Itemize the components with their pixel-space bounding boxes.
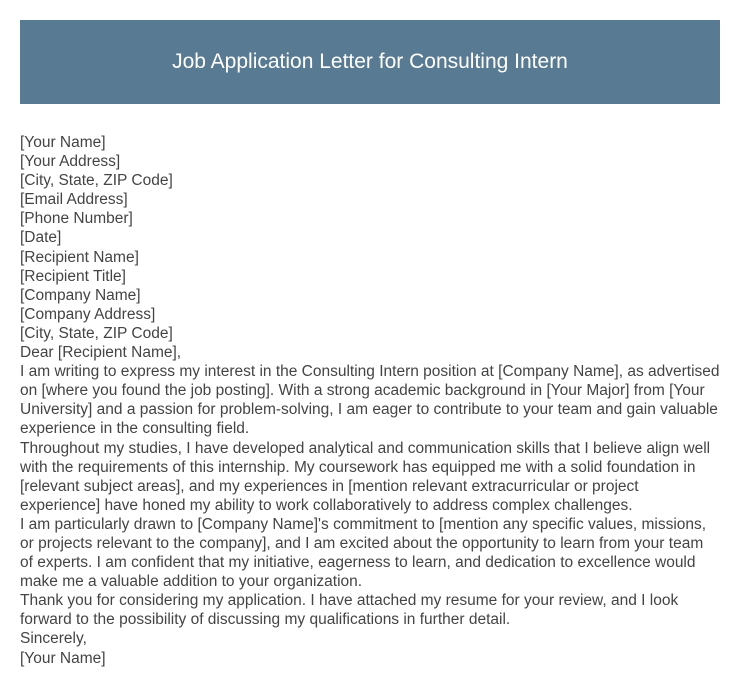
page-header xyxy=(20,20,720,104)
paragraph-closing: Thank you for considering my application. I have attached my resume for your review, and I look forward to the possibility of discussing my qualifications in further detail. xyxy=(20,592,679,629)
letter-date: [Date] xyxy=(20,229,62,247)
recipient-city-state-zip: [City, State, ZIP Code] xyxy=(20,324,173,342)
page-title: Job Application Letter for Consulting Intern xyxy=(172,50,568,73)
sender-name: [Your Name] xyxy=(20,134,106,151)
recipient-name: [Recipient Name] xyxy=(20,248,139,266)
sender-phone: [Phone Number] xyxy=(20,210,133,228)
sender-email: [Email Address] xyxy=(20,191,128,209)
paragraph-skills: Throughout my studies, I have developed analytical and communication skills that I believe align well with the requirements of this internship. My coursework has equipped me with a solid foundation in [relevant subject areas], and my experiences in [mention relevant extracurricular or project experience] have honed my ability to work collaboratively to address complex challenges. xyxy=(20,439,711,514)
sender-address: [Your Address] xyxy=(20,153,121,171)
recipient-company: [Company Name] xyxy=(20,286,141,304)
salutation: Dear [Recipient Name], xyxy=(20,344,182,362)
paragraph-intro: I am writing to express my interest in the Consulting Intern position at [Company Name], as advertised on [where you found the job posting]. With a strong academic background in [Your Major] from [Your University] and a passion for problem-solving, I am eager to contribute to your team and gain valuable experience in the consulting field. xyxy=(20,363,720,438)
closing: Sincerely, xyxy=(20,630,87,648)
letter-body xyxy=(20,133,720,668)
recipient-address: [Company Address] xyxy=(20,305,156,323)
recipient-title: [Recipient Title] xyxy=(20,267,126,285)
paragraph-company: I am particularly drawn to [Company Name]'s commitment to [mention any specific values, missions, or projects relevant to the company], and I am excited about the opportunity to learn from your team of experts. I am confident that my initiative, eagerness to learn, and dedication to excellence would make me a valuable addition to your organization. xyxy=(20,515,707,591)
signature: [Your Name] xyxy=(20,649,106,667)
sender-city-state-zip: [City, State, ZIP Code] xyxy=(20,172,173,190)
